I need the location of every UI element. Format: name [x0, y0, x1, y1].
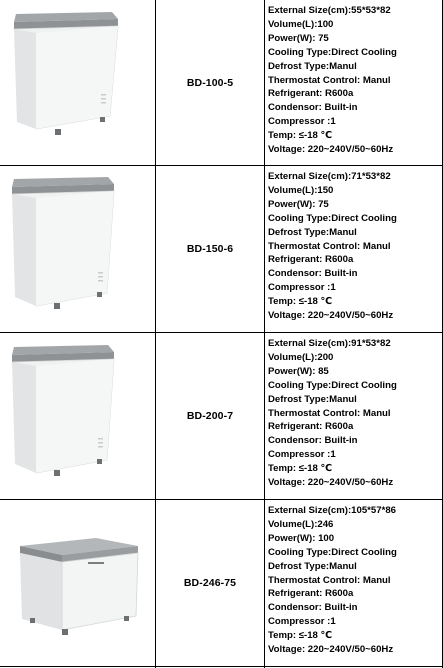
spec-volume: Volume(L):150 — [268, 184, 334, 196]
product-row — [0, 333, 443, 499]
spec-thermostat: Thermostat Control: Manul — [268, 240, 391, 252]
spec-condensor: Condensor: Built-in — [268, 435, 358, 447]
row-divider — [0, 666, 443, 667]
spec-compressor: Compressor :1 — [268, 616, 336, 628]
spec-list — [268, 337, 442, 490]
spec-external-size: External Size(cm):55*53*82 — [268, 5, 391, 16]
model-cell — [156, 500, 264, 666]
chest-freezer-icon — [0, 0, 155, 165]
spec-defrost-type: Defrost Type:Manul — [268, 560, 357, 572]
product-row — [0, 166, 443, 332]
spec-temp: Temp: ≤-18 ℃ — [268, 463, 333, 475]
freezer-image-cell — [0, 0, 155, 165]
chest-freezer-icon — [0, 333, 155, 499]
chest-freezer-icon — [0, 166, 155, 332]
spec-voltage: Voltage: 220~240V/50~60Hz — [268, 144, 394, 156]
spec-thermostat: Thermostat Control: Manul — [268, 74, 391, 86]
product-row — [0, 500, 443, 666]
model-cell — [156, 0, 264, 165]
spec-refrigerant: Refrigerant: R600a — [268, 588, 354, 600]
spec-volume: Volume(L):200 — [268, 351, 334, 363]
spec-list — [268, 504, 442, 657]
spec-cooling-type: Cooling Type:Direct Cooling — [268, 546, 397, 558]
spec-compressor: Compressor :1 — [268, 282, 336, 294]
spec-voltage: Voltage: 220~240V/50~60Hz — [268, 477, 394, 489]
spec-defrost-type: Defrost Type:Manul — [268, 393, 357, 405]
spec-external-size: External Size(cm):71*53*82 — [268, 171, 391, 182]
product-row — [0, 0, 443, 165]
chest-freezer-wide-icon — [0, 500, 155, 666]
spec-power: Power(W): 75 — [268, 32, 329, 44]
model-number: BD-150-6 — [186, 243, 234, 255]
model-number: BD-246-75 — [183, 577, 237, 589]
spec-thermostat: Thermostat Control: Manul — [268, 574, 391, 586]
spec-defrost-type: Defrost Type:Manul — [268, 226, 357, 238]
spec-temp: Temp: ≤-18 ℃ — [268, 130, 333, 142]
spec-voltage: Voltage: 220~240V/50~60Hz — [268, 310, 394, 322]
spec-compressor: Compressor :1 — [268, 116, 336, 128]
spec-compressor: Compressor :1 — [268, 449, 336, 461]
spec-refrigerant: Refrigerant: R600a — [268, 88, 354, 100]
spec-cooling-type: Cooling Type:Direct Cooling — [268, 212, 397, 224]
freezer-image-cell — [0, 500, 155, 666]
spec-condensor: Condensor: Built-in — [268, 102, 358, 114]
spec-temp: Temp: ≤-18 ℃ — [268, 630, 333, 642]
model-cell — [156, 166, 264, 332]
spec-volume: Volume(L):246 — [268, 518, 334, 530]
spec-condensor: Condensor: Built-in — [268, 602, 358, 614]
spec-list — [268, 4, 442, 157]
model-number: BD-100-5 — [186, 76, 234, 89]
spec-cooling-type: Cooling Type:Direct Cooling — [268, 379, 397, 391]
spec-temp: Temp: ≤-18 ℃ — [268, 296, 333, 308]
spec-power: Power(W): 75 — [268, 198, 329, 210]
spec-volume: Volume(L):100 — [268, 18, 334, 30]
spec-external-size: External Size(cm):105*57*86 — [268, 505, 396, 516]
spec-power: Power(W): 85 — [268, 365, 329, 377]
spec-power: Power(W): 100 — [268, 532, 335, 544]
spec-refrigerant: Refrigerant: R600a — [268, 421, 354, 433]
model-cell — [156, 333, 264, 499]
model-number: BD-200-7 — [186, 410, 234, 422]
spec-external-size: External Size(cm):91*53*82 — [268, 338, 391, 349]
freezer-image-cell — [0, 333, 155, 499]
spec-refrigerant: Refrigerant: R600a — [268, 254, 354, 266]
spec-condensor: Condensor: Built-in — [268, 268, 358, 280]
spec-thermostat: Thermostat Control: Manul — [268, 407, 391, 419]
spec-voltage: Voltage: 220~240V/50~60Hz — [268, 644, 394, 656]
freezer-image-cell — [0, 166, 155, 332]
spec-defrost-type: Defrost Type:Manul — [268, 60, 357, 72]
spec-list — [268, 170, 442, 323]
spec-cooling-type: Cooling Type:Direct Cooling — [268, 46, 397, 58]
